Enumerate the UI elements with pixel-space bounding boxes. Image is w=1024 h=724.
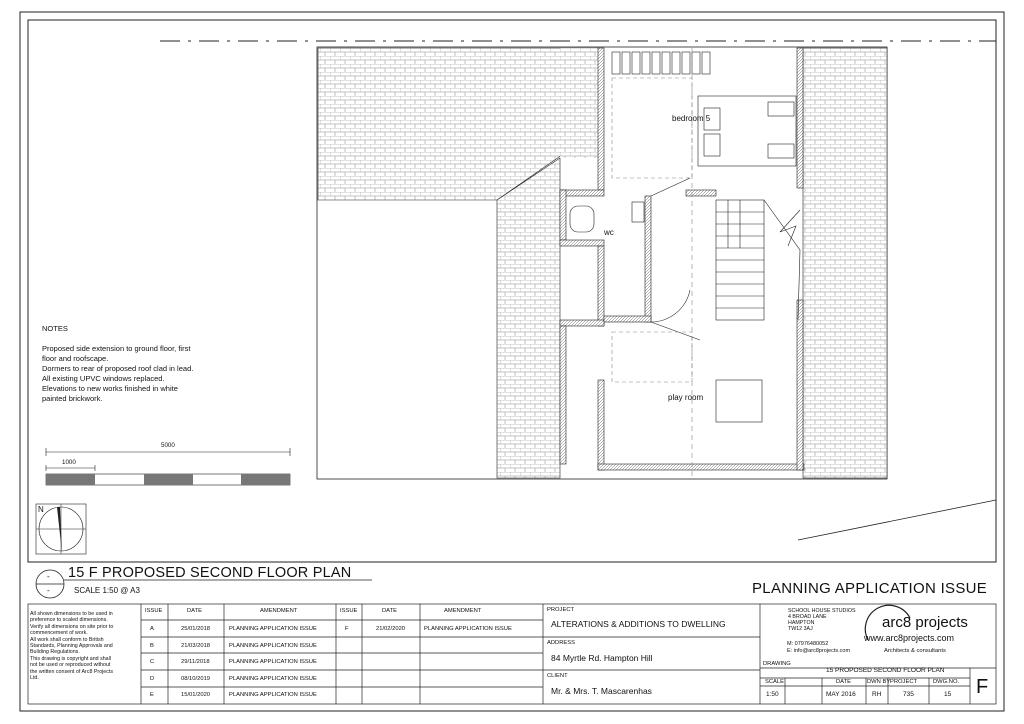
boundary-diagonal	[798, 500, 996, 540]
project-name: ALTERATIONS & ADDITIONS TO DWELLING	[551, 619, 726, 629]
room-label-bedroom: bedroom 5	[672, 114, 711, 123]
rev-amendment: PLANNING APPLICATION ISSUE	[424, 626, 512, 632]
rev-header-issue: ISSUE	[340, 608, 358, 614]
room-label-wc: wc	[604, 228, 614, 237]
practice-logo: arc8 projects	[882, 614, 968, 631]
disclaimer-line: Standards, Planning Approvals and	[30, 643, 113, 650]
dwn-label: DWN BY	[867, 679, 891, 685]
practice-tagline: Architects & consultants	[884, 648, 946, 654]
notes-panel	[42, 324, 262, 404]
rev-issue: E	[150, 692, 154, 698]
client-label: CLIENT	[547, 673, 568, 679]
north-label: N	[38, 505, 44, 514]
room-label-play: play room	[668, 393, 704, 402]
disclaimer-line: the written consent of Arc8 Projects	[30, 668, 114, 675]
rev-date: 15/01/2020	[181, 692, 211, 698]
rev-header-date: DATE	[187, 608, 203, 614]
wardrobe	[612, 52, 710, 74]
disclaimer-line: Ltd.	[30, 675, 39, 682]
rev-date: 21/03/2018	[181, 643, 211, 649]
rev-issue: C	[150, 659, 155, 665]
scale-total-label: 5000	[161, 442, 175, 449]
rev-date: 08/10/2019	[181, 676, 211, 682]
rev-issue: F	[345, 626, 349, 632]
address-label: ADDRESS	[547, 640, 576, 646]
notes-heading: NOTES	[42, 324, 68, 333]
disclaimer	[30, 611, 138, 681]
practice-address-line: HAMPTON	[788, 620, 815, 626]
note-line: All existing UPVC windows replaced.	[42, 374, 165, 383]
play-table	[716, 380, 762, 422]
rev-amendment: PLANNING APPLICATION ISSUE	[229, 692, 317, 698]
scale-label: SCALE	[765, 679, 785, 685]
floor-plan	[317, 47, 887, 479]
date-value: MAY 2016	[826, 691, 856, 698]
stairs	[716, 200, 800, 320]
project-number: 735	[903, 691, 914, 698]
basin	[632, 202, 644, 222]
disclaimer-line: All work shall conform to British	[30, 636, 104, 643]
rev-issue: D	[150, 676, 155, 682]
drawing-name: 15 PROPOSED SECOND FLOOR PLAN	[826, 667, 945, 674]
note-line: Proposed side extension to ground floor, first	[42, 344, 191, 353]
drawing-scale: SCALE 1:50 @ A3	[74, 586, 140, 595]
rev-date: 21/02/2020	[376, 626, 406, 632]
practice-email: E: info@arc8projects.com	[787, 648, 851, 654]
revision-letter: F	[976, 676, 989, 698]
rev-header-amendment: AMENDMENT	[260, 608, 298, 614]
toilet	[570, 206, 594, 232]
disclaimer-line: All shown dimensions to be used in	[30, 611, 113, 617]
rev-issue: A	[150, 626, 154, 632]
date-label: DATE	[836, 679, 852, 685]
bed	[698, 96, 796, 166]
roof-lower-left	[497, 158, 560, 478]
practice-address-line: 4 BROAD LANE	[788, 614, 827, 620]
title-number-mark: -	[47, 572, 50, 581]
project-number-label: PROJECT	[890, 679, 918, 685]
address-value: 84 Myrtle Rd. Hampton Hill	[551, 653, 653, 663]
drawing-label: DRAWING	[763, 661, 791, 667]
rev-amendment: PLANNING APPLICATION ISSUE	[229, 659, 317, 665]
rev-amendment: PLANNING APPLICATION ISSUE	[229, 643, 317, 649]
scale-bar	[46, 448, 290, 485]
client-value: Mr. & Mrs. T. Mascarenhas	[551, 686, 652, 696]
scale-value: 1:50	[766, 691, 779, 698]
note-line: Dormers to rear of proposed roof clad in lead.	[42, 364, 194, 373]
title-scale-mark: -	[47, 586, 50, 595]
drawing-title: 15 F PROPOSED SECOND FLOOR PLAN	[68, 565, 352, 581]
disclaimer-line: not be used or reproduced without	[30, 662, 111, 669]
practice-mobile: M: 07976480052	[787, 641, 829, 647]
note-line: Elevations to new works finished in white	[42, 384, 178, 393]
rev-amendment: PLANNING APPLICATION ISSUE	[229, 626, 317, 632]
disclaimer-line: Verify all dimensions on site prior to	[30, 623, 114, 630]
rev-date: 29/11/2018	[181, 659, 210, 665]
disclaimer-line: preference to scaled dimensions.	[30, 617, 108, 624]
rev-header-issue: ISSUE	[145, 608, 163, 614]
roof-right	[803, 48, 887, 478]
practice-address-line: TW12 3AJ	[788, 626, 813, 632]
issue-status: PLANNING APPLICATION ISSUE	[752, 580, 988, 597]
practice-address	[788, 608, 856, 632]
rev-header-amendment: AMENDMENT	[444, 608, 482, 614]
rev-amendment: PLANNING APPLICATION ISSUE	[229, 676, 317, 682]
note-line: painted brickwork.	[42, 394, 103, 403]
practice-url: www.arc8projects.com	[864, 633, 955, 643]
dwg-label: DWG.NO.	[933, 679, 960, 685]
rev-header-date: DATE	[382, 608, 398, 614]
disclaimer-line: commencement of work.	[30, 630, 88, 637]
disclaimer-line: This drawing is copyright and shall	[30, 655, 111, 662]
dwg-value: 15	[944, 691, 952, 698]
rev-date: 25/01/2018	[181, 626, 211, 632]
dwn-value: RH	[872, 691, 882, 698]
note-line: floor and roofscape.	[42, 354, 109, 363]
scale-segment-label: 1000	[62, 459, 76, 466]
practice-address-line: SCHOOL HOUSE STUDIOS	[788, 608, 856, 614]
project-label: PROJECT	[547, 607, 575, 613]
disclaimer-line: Building Regulations.	[30, 649, 80, 656]
rev-issue: B	[150, 643, 154, 649]
